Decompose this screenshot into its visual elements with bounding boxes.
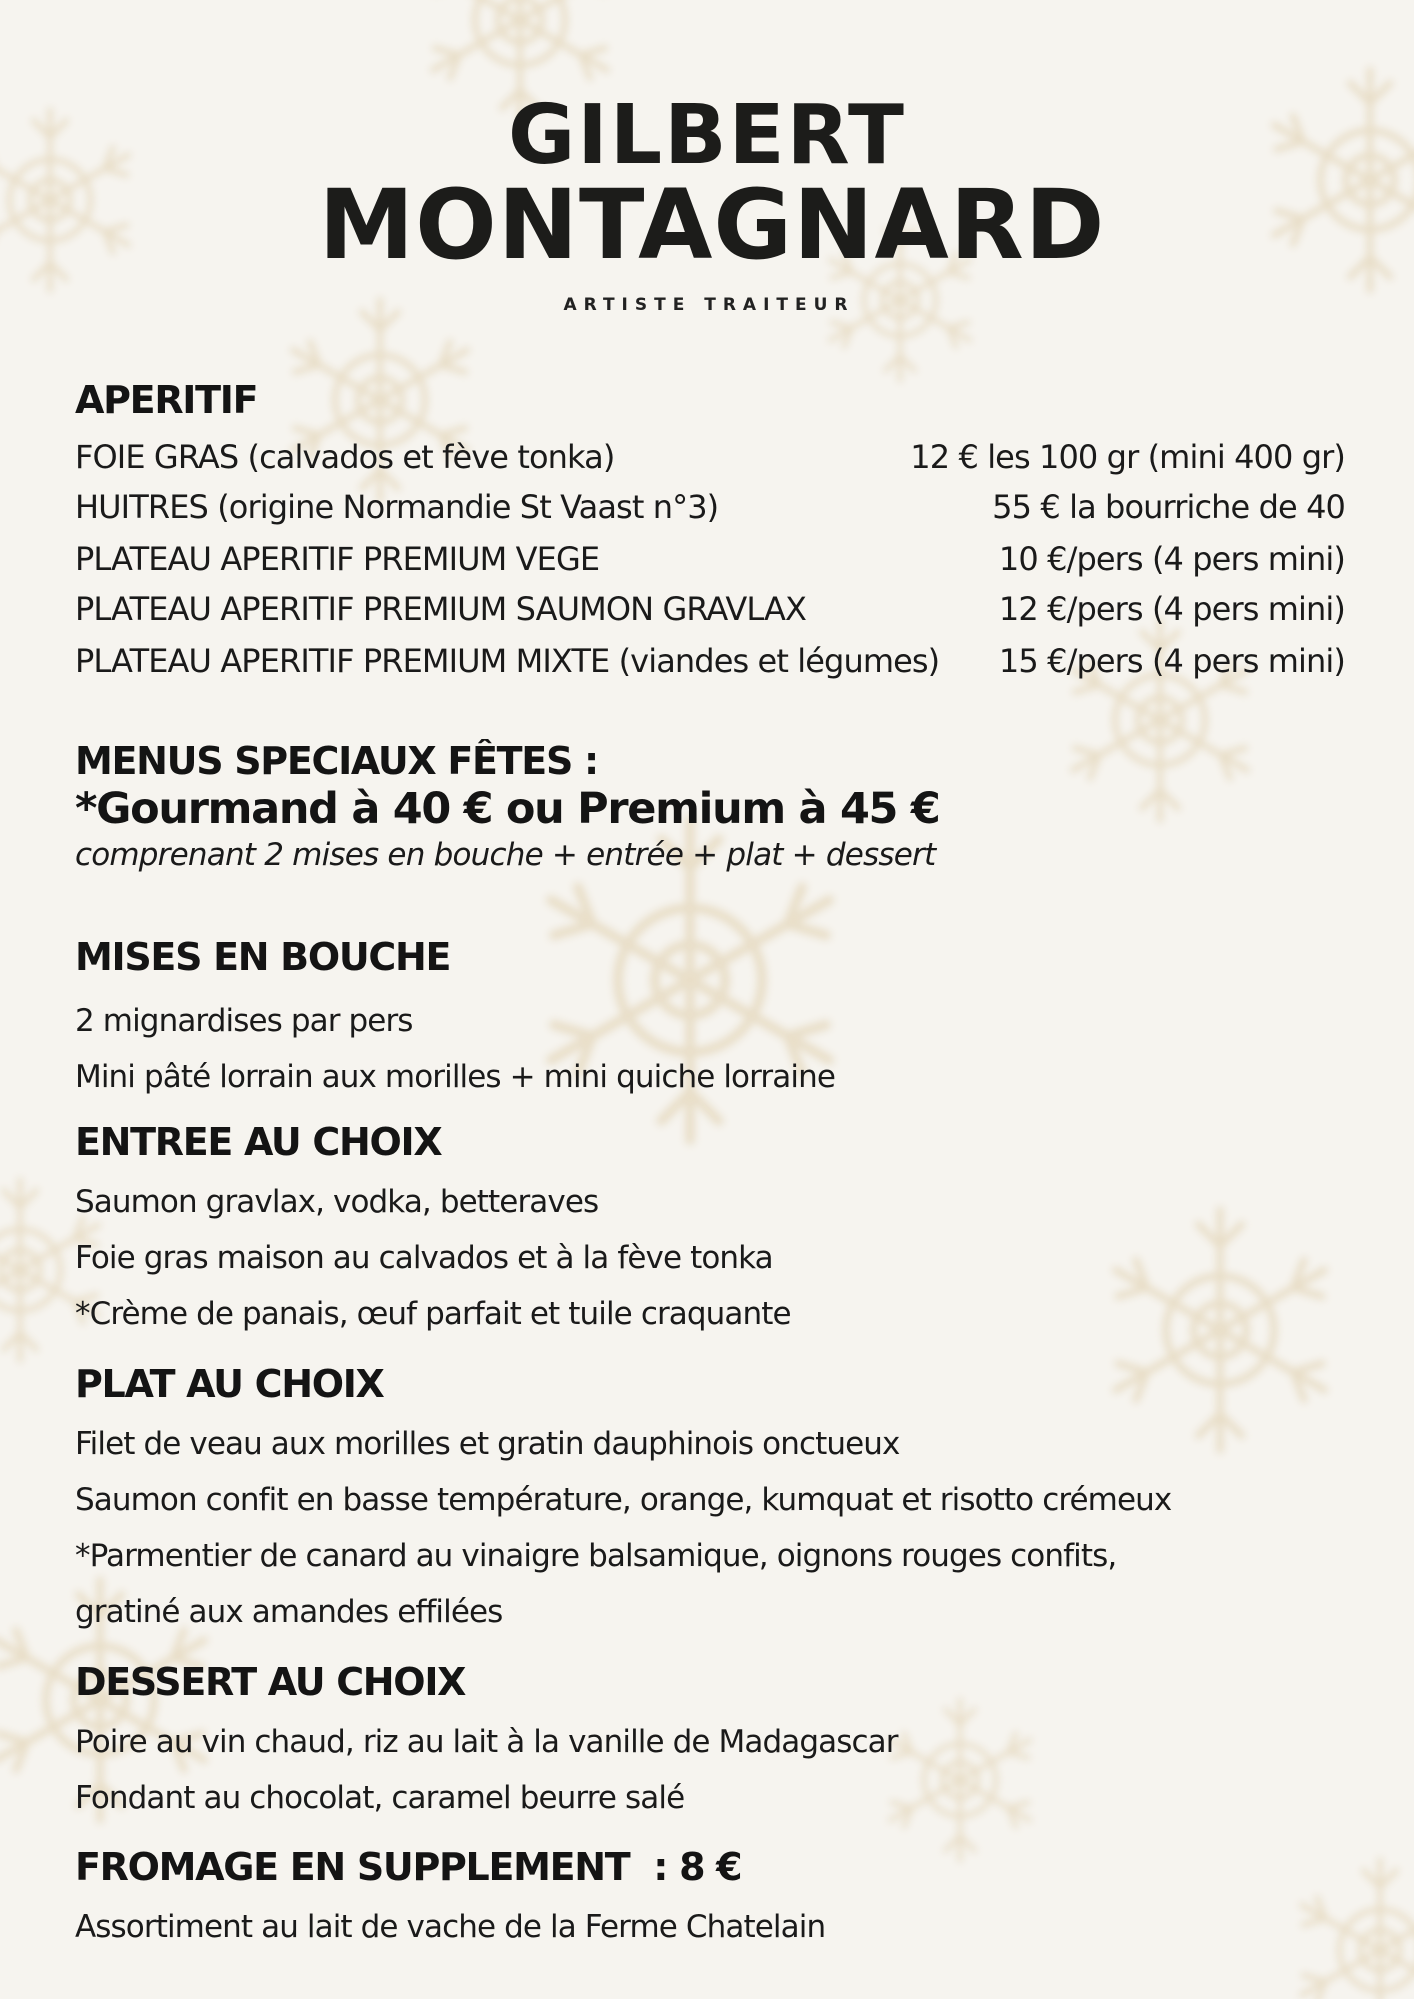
- list-item: Mini pâté lorrain aux morilles + mini quiche lorraine: [75, 1058, 835, 1095]
- menus-section: [75, 740, 1345, 873]
- list-item: gratiné aux amandes effilées: [75, 1593, 503, 1630]
- item-name: FOIE GRAS (calvados et fève tonka): [75, 437, 615, 476]
- brand-name-line1: GILBERT: [508, 88, 906, 183]
- aperitif-item: [75, 540, 1345, 590]
- item-price: 12 €/pers (4 pers mini): [998, 589, 1345, 628]
- mises-section: [75, 935, 1345, 1105]
- list-item: Assortiment au lait de vache de la Ferme Chatelain: [75, 1908, 826, 1945]
- section-title-dessert: DESSERT AU CHOIX: [75, 1660, 466, 1704]
- item-name: PLATEAU APERITIF PREMIUM VEGE: [75, 539, 600, 578]
- item-price: 12 € les 100 gr (mini 400 gr): [910, 437, 1345, 476]
- list-item: Filet de veau aux morilles et gratin dauphinois onctueux: [75, 1425, 900, 1462]
- fromage-section: [75, 1845, 1345, 1955]
- list-item: Poire au vin chaud, riz au lait à la vanille de Madagascar: [75, 1723, 898, 1760]
- section-title-mises: MISES EN BOUCHE: [75, 935, 451, 979]
- entree-section: [75, 1120, 1345, 1342]
- item-price: 10 €/pers (4 pers mini): [998, 539, 1345, 578]
- item-name: HUITRES (origine Normandie St Vaast n°3): [75, 487, 719, 526]
- list-item: Saumon confit en basse température, orange, kumquat et risotto crémeux: [75, 1481, 1172, 1518]
- menus-subtitle: comprenant 2 mises en bouche + entrée + plat + dessert: [75, 837, 936, 874]
- section-title-fromage: FROMAGE EN SUPPLEMENT : 8 €: [75, 1845, 742, 1889]
- section-title-aperitif: APERITIF: [75, 378, 258, 422]
- brand-name-line2: MONTAGNARD: [318, 169, 1106, 281]
- list-item: *Crème de panais, œuf parfait et tuile craquante: [75, 1295, 791, 1332]
- plat-section: [75, 1362, 1345, 1640]
- aperitif-item: [75, 438, 1345, 488]
- aperitif-item: [75, 488, 1345, 540]
- menus-title: MENUS SPECIAUX FÊTES :: [75, 739, 598, 783]
- brand-tagline: ARTISTE TRAITEUR: [563, 295, 855, 315]
- item-price: 15 €/pers (4 pers mini): [998, 641, 1345, 680]
- list-item: 2 mignardises par pers: [75, 1002, 413, 1039]
- aperitif-item: [75, 590, 1345, 642]
- aperitif-item: [75, 642, 1345, 694]
- list-item: Foie gras maison au calvados et à la fève tonka: [75, 1239, 773, 1276]
- list-item: Saumon gravlax, vodka, betteraves: [75, 1183, 599, 1220]
- brand-logo: [0, 88, 1414, 315]
- menus-prices: *Gourmand à 40 € ou Premium à 45 €: [75, 783, 940, 834]
- list-item: Fondant au chocolat, caramel beurre salé: [75, 1779, 685, 1816]
- section-title-plat: PLAT AU CHOIX: [75, 1362, 384, 1406]
- list-item: *Parmentier de canard au vinaigre balsamique, oignons rouges confits,: [75, 1537, 1117, 1574]
- aperitif-section: [75, 378, 1345, 694]
- dessert-section: [75, 1660, 1345, 1826]
- section-title-entree: ENTREE AU CHOIX: [75, 1120, 442, 1164]
- item-name: PLATEAU APERITIF PREMIUM MIXTE (viandes et légumes): [75, 641, 940, 680]
- item-price: 55 € la bourriche de 40: [992, 487, 1345, 526]
- item-name: PLATEAU APERITIF PREMIUM SAUMON GRAVLAX: [75, 589, 807, 628]
